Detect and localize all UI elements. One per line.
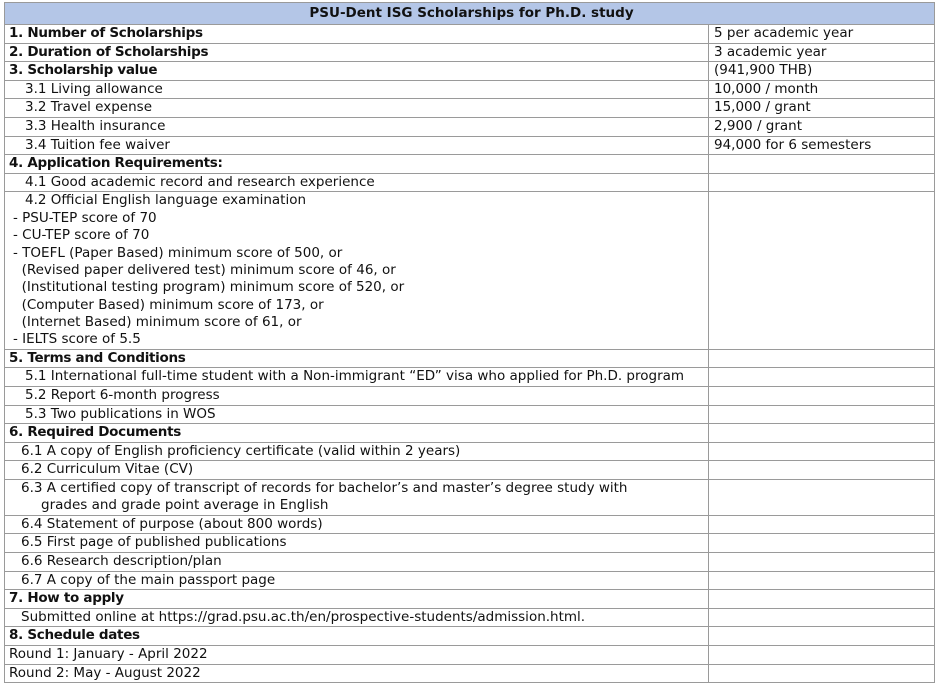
table-row <box>5 590 935 609</box>
item-label: 5.2 Report 6-month progress <box>5 387 709 406</box>
item-label: 3.2 Travel expense <box>5 99 709 118</box>
value-cell <box>709 664 935 683</box>
table-row <box>5 534 935 553</box>
application-text: Submitted online at https://grad.psu.ac.th/en/prospective-students/admission.html. <box>5 608 709 627</box>
item-label: 6.2 Curriculum Vitae (CV) <box>5 461 709 480</box>
title-row <box>5 3 935 25</box>
requirement-line: - IELTS score of 5.5 <box>13 331 141 348</box>
table-row <box>5 664 935 683</box>
value-cell: 2,900 / grant <box>709 117 935 136</box>
requirement-line: - PSU-TEP score of 70 <box>13 209 157 226</box>
item-label <box>5 480 709 516</box>
item-line: 6.3 A certified copy of transcript of records for bachelor’s and master’s degree study with <box>21 480 628 497</box>
value-cell: 3 academic year <box>709 43 935 62</box>
section-heading: 2. Duration of Scholarships <box>5 43 709 62</box>
table-row <box>5 627 935 646</box>
value-cell <box>709 627 935 646</box>
table-row <box>5 480 935 516</box>
table-row <box>5 99 935 118</box>
table-row <box>5 608 935 627</box>
table-row <box>5 515 935 534</box>
requirement-line: (Internet Based) minimum score of 61, or <box>13 314 302 331</box>
value-cell: 15,000 / grant <box>709 99 935 118</box>
item-label: 6.7 A copy of the main passport page <box>5 571 709 590</box>
item-label: 5.1 International full-time student with a Non-immigrant “ED” visa who applied for Ph.D. program <box>5 368 709 387</box>
table-row <box>5 387 935 406</box>
section-heading: 5. Terms and Conditions <box>5 349 709 368</box>
scholarship-table <box>4 2 935 683</box>
value-cell: (941,900 THB) <box>709 62 935 81</box>
section-heading: 7. How to apply <box>5 590 709 609</box>
value-cell: 5 per academic year <box>709 25 935 44</box>
value-cell <box>709 645 935 664</box>
table-row <box>5 62 935 81</box>
table-row <box>5 349 935 368</box>
section-heading: 6. Required Documents <box>5 424 709 443</box>
schedule-round: Round 2: May - August 2022 <box>5 664 709 683</box>
table-row <box>5 25 935 44</box>
value-cell <box>709 571 935 590</box>
section-heading: 8. Schedule dates <box>5 627 709 646</box>
item-label: 6.5 First page of published publications <box>5 534 709 553</box>
value-cell <box>709 442 935 461</box>
requirement-line: - CU-TEP score of 70 <box>13 227 150 244</box>
schedule-round: Round 1: January - April 2022 <box>5 645 709 664</box>
value-cell <box>709 461 935 480</box>
value-cell <box>709 173 935 192</box>
table-row <box>5 442 935 461</box>
value-cell <box>709 480 935 516</box>
table-row <box>5 645 935 664</box>
section-heading: 3. Scholarship value <box>5 62 709 81</box>
value-cell: 10,000 / month <box>709 80 935 99</box>
item-label: 6.4 Statement of purpose (about 800 words) <box>5 515 709 534</box>
item-label: 3.1 Living allowance <box>5 80 709 99</box>
value-cell <box>709 534 935 553</box>
table-row <box>5 552 935 571</box>
requirement-line: (Revised paper delivered test) minimum score of 46, or <box>13 261 396 278</box>
table-row <box>5 192 935 350</box>
table-row <box>5 117 935 136</box>
item-label: 4.1 Good academic record and research experience <box>5 173 709 192</box>
value-cell <box>709 368 935 387</box>
value-cell <box>709 349 935 368</box>
value-cell <box>709 405 935 424</box>
requirement-line: - TOEFL (Paper Based) minimum score of 500, or <box>13 244 343 261</box>
table-title: PSU-Dent ISG Scholarships for Ph.D. study <box>5 3 935 25</box>
requirement-line: (Computer Based) minimum score of 173, or <box>13 296 324 313</box>
item-label: 5.3 Two publications in WOS <box>5 405 709 424</box>
table-row <box>5 405 935 424</box>
requirement-line: (Institutional testing program) minimum score of 520, or <box>13 279 405 296</box>
value-cell <box>709 590 935 609</box>
value-cell <box>709 192 935 350</box>
table-row <box>5 461 935 480</box>
table-row <box>5 368 935 387</box>
value-cell <box>709 387 935 406</box>
table-row <box>5 571 935 590</box>
item-label: 4.2 Official English language examination <box>25 192 307 209</box>
item-label: 3.3 Health insurance <box>5 117 709 136</box>
language-requirements <box>5 192 709 350</box>
item-label: 6.6 Research description/plan <box>5 552 709 571</box>
value-cell <box>709 424 935 443</box>
section-heading: 1. Number of Scholarships <box>5 25 709 44</box>
value-cell <box>709 155 935 174</box>
item-label: 3.4 Tuition fee waiver <box>5 136 709 155</box>
table-row <box>5 155 935 174</box>
table-row <box>5 173 935 192</box>
table-row <box>5 43 935 62</box>
table-row <box>5 424 935 443</box>
value-cell: 94,000 for 6 semesters <box>709 136 935 155</box>
value-cell <box>709 515 935 534</box>
item-line: grades and grade point average in English <box>41 497 329 514</box>
table-row <box>5 80 935 99</box>
item-label: 6.1 A copy of English proficiency certificate (valid within 2 years) <box>5 442 709 461</box>
section-heading: 4. Application Requirements: <box>5 155 709 174</box>
value-cell <box>709 552 935 571</box>
table-row <box>5 136 935 155</box>
value-cell <box>709 608 935 627</box>
